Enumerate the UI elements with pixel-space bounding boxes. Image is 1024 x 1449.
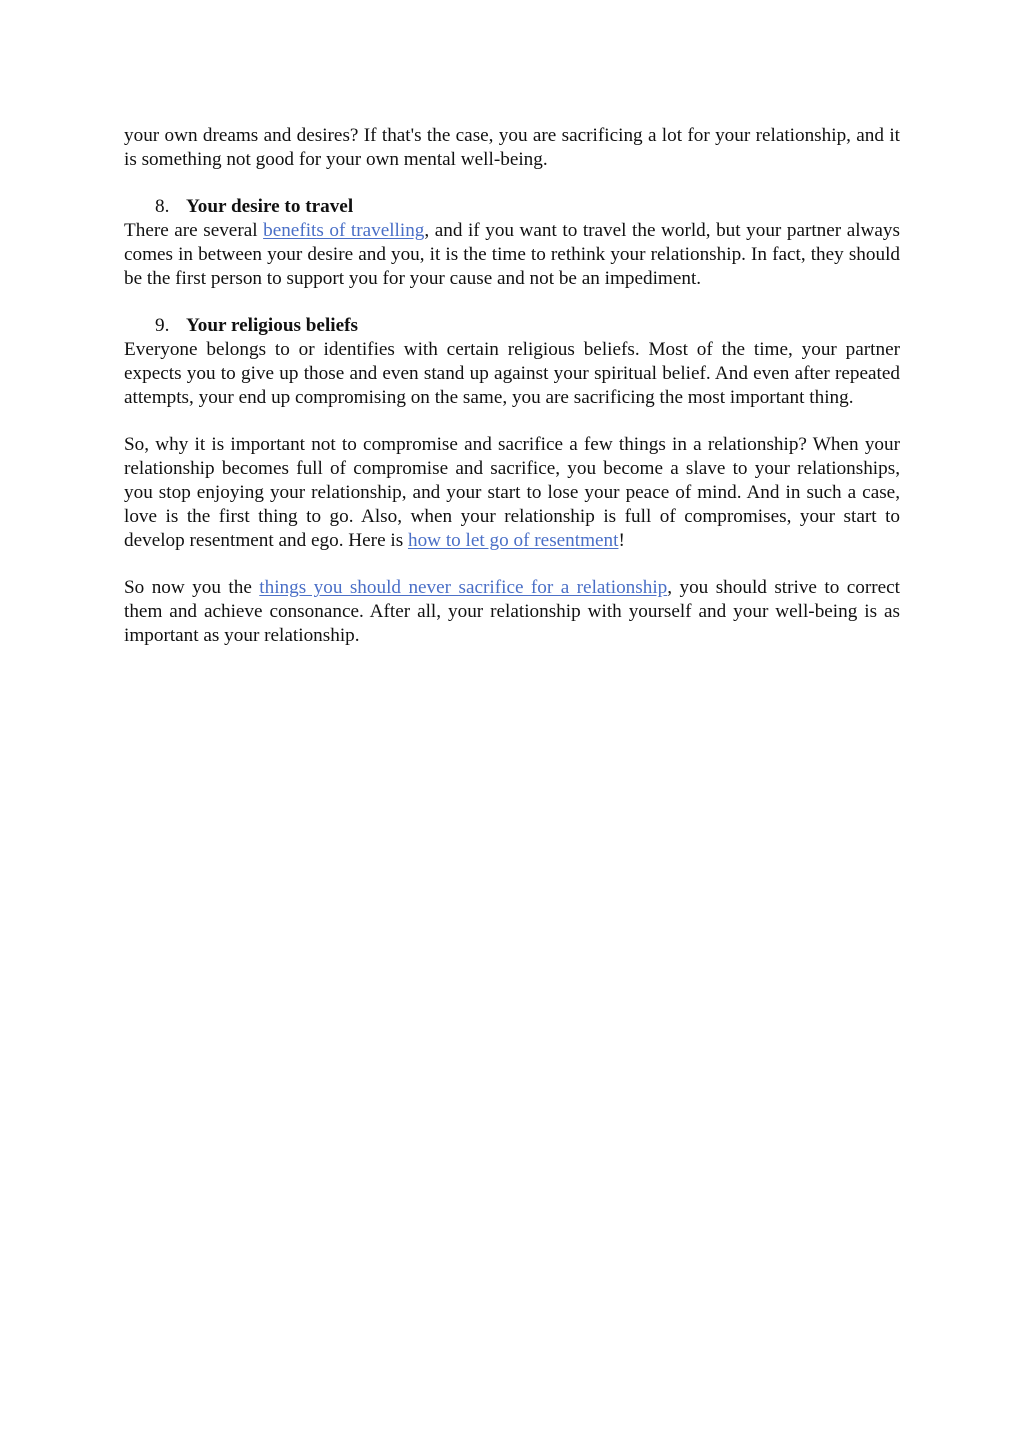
never-sacrifice-link[interactable]: things you should never sacrifice for a relationship — [259, 577, 668, 599]
section-9-text: Everyone belongs to or identifies with certain religious beliefs. Most of the time, your partner expects you to give up those and even stand up against your spiritual belief. And even after repeated attempts, your end up compromising on the same, you are sacrificing the most important thing. — [124, 339, 900, 408]
section-8-title: Your desire to travel — [186, 196, 354, 218]
why-text-before: So, why it is important not to compromise and sacrifice a few things in a relationship? When your relationship becomes full of compromise and sacrifice, you become a slave to your relationships, you stop enjoying your relationship, and your start to lose your peace of mind. And in such a case, love is the first thing to go. Also, when your relationship is full of compromises, your start to develop resentment and ego. Here is — [124, 434, 900, 551]
conclusion-text-before: So now you the — [124, 577, 260, 599]
section-8-text-after: , and if you want to travel the world, but your partner always comes in between your desire and you, it is the time to rethink your relationship. In fact, they should be the first person to support you for your cause and not be an impediment. — [124, 220, 900, 289]
section-9-paragraph — [124, 338, 900, 409]
paragraph-spacer — [124, 291, 900, 315]
section-8-text-before: There are several — [124, 220, 264, 242]
why-text-after: ! — [618, 529, 625, 551]
document-page — [124, 124, 900, 648]
paragraph-spacer — [124, 172, 900, 196]
intro-text: your own dreams and desires? If that's the case, you are sacrificing a lot for your relationship, and it is something not good for your own mental well-being. — [124, 125, 900, 170]
benefits-of-travelling-link[interactable]: benefits of travelling — [263, 220, 425, 242]
let-go-of-resentment-link[interactable]: how to let go of resentment — [407, 529, 619, 551]
paragraph-spacer — [124, 552, 900, 576]
paragraph-spacer — [124, 410, 900, 434]
section-8-number: 8. — [155, 196, 170, 218]
why-paragraph — [124, 433, 900, 552]
section-9-title: Your religious beliefs — [186, 315, 358, 337]
section-9-heading — [124, 314, 900, 338]
intro-paragraph — [124, 124, 900, 172]
section-8-heading — [124, 195, 900, 219]
conclusion-paragraph — [124, 576, 900, 647]
section-9-number: 9. — [155, 315, 170, 337]
section-8-paragraph — [124, 219, 900, 290]
conclusion-text-after: , you should strive to correct them and achieve consonance. After all, your relationship with yourself and your well-being is as important as your relationship. — [124, 577, 901, 646]
